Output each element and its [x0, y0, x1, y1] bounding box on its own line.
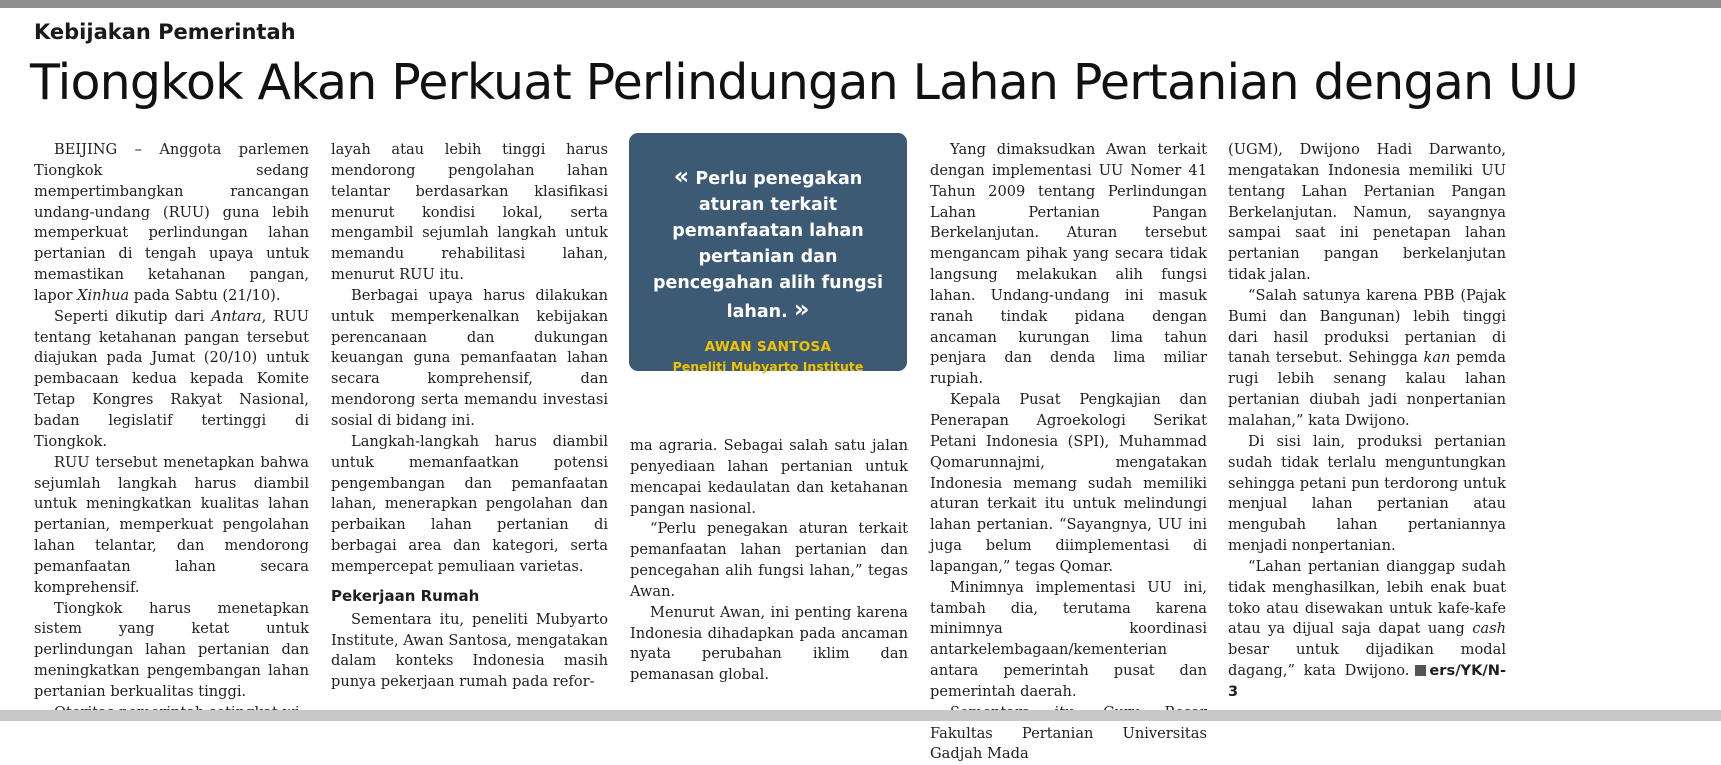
headline: Tiongkok Akan Perkuat Perlindungan Lahan Pertanian dengan UU — [30, 54, 1579, 111]
paragraph: “Lahan pertanian dianggap sudah tidak menghasilkan, lebih enak buat toko atau disewakan untuk kafe-kafe atau ya dijual saja dapat uang cash besar untuk dijadikan modal dagang,” kata Dwijono. ers/YK/N-3 — [1228, 557, 1507, 700]
pull-quote-name: AWAN SANTOSA — [704, 339, 832, 355]
open-quote-icon: « — [673, 162, 690, 190]
paragraph: ma agraria. Sebagai salah satu jalan penyediaan lahan pertanian untuk mencapai kedaulatan dan ketahanan pangan nasional. — [630, 437, 908, 517]
section-kicker: Kebijakan Pemerintah — [34, 20, 296, 44]
paragraph: Langkah-langkah harus diambil untuk memanfaatkan potensi pengembangan dan pemanfaatan lahan, menerapkan pengolahan dan perbaikan lahan pertanian di berbagai area dan kategori, serta mempercepat pemuliaan varietas. — [331, 432, 608, 575]
byline-signature: ers/YK/N-3 — [1228, 662, 1506, 700]
column-1 — [34, 140, 309, 724]
paragraph: “Perlu penegakan aturan terkait pemanfaatan lahan pertanian dan pencegahan alih fungsi lahan,” tegas Awan. — [630, 520, 908, 600]
paragraph: Minimnya implementasi UU ini, tambah dia, terutama karena minimnya koordinasi antarkelembagaan/kementerian antara pemerintah pusat dan pemerintah daerah. — [930, 578, 1207, 700]
column-5 — [1228, 140, 1506, 703]
paragraph: Kepala Pusat Pengkajian dan Penerapan Agroekologi Serikat Petani Indonesia (SPI), Muhammad Qomarunnajmi, mengatakan Indonesia memang sudah memiliki aturan terkait itu untuk melindungi lahan pertanian. “Sayangnya, UU ini juga belum diimplementasi di lapangan,” tegas Qomar. — [930, 391, 1207, 575]
paragraph: BEIJING – Anggota parlemen Tiongkok sedang mempertimbangkan rancangan undang-undang (RUU) guna lebih memperkuat perlindungan lahan pertanian di tengah upaya untuk memastikan ketahanan pangan, lapor Xinhua pada Sabtu (21/10). — [34, 141, 309, 304]
paragraph: “Salah satunya karena PBB (Pajak Bumi dan Bangunan) lebih tinggi dari hasil produksi pertanian di tanah tersebut. Sehingga kan pemda rugi lebih senang kalau lahan pertanian diubah jadi nonpertanian malahan,” kata Dwijono. — [1228, 286, 1507, 429]
end-mark-icon — [1415, 665, 1426, 676]
paragraph: Berbagai upaya harus dilakukan untuk memperkenalkan kebijakan perencanaan dan dukungan keuangan guna pemanfaatan lahan secara komprehensif, dan mendorong serta memandu investasi sosial di bidang ini. — [331, 286, 608, 429]
subhead: Pekerjaan Rumah — [331, 586, 480, 605]
bottom-rule — [0, 710, 1721, 721]
column-3 — [630, 436, 908, 686]
column-4 — [930, 140, 1207, 765]
top-rule — [0, 0, 1721, 8]
close-quote-icon: » — [793, 295, 810, 323]
column-2 — [331, 140, 608, 693]
pull-quote-text: « Perlu penegakan aturan terkait pemanfaatan lahan pertanian dan pencegahan alih fungsi lahan. » — [652, 162, 884, 323]
paragraph: RUU tersebut menetapkan bahwa sejumlah langkah harus diambil untuk meningkatkan kualitas lahan pertanian, memperkuat pengolahan lahan telantar, dan mendorong pemanfaatan lahan secara komprehensif. — [34, 453, 309, 596]
paragraph: Menurut Awan, ini penting karena Indonesia dihadapkan pada ancaman nyata perubahan iklim dan pemanasan global. — [630, 603, 908, 684]
paragraph: Di sisi lain, produksi pertanian sudah tidak terlalu menguntungkan sehingga petani pun terdorong untuk menjual lahan pertanian atau mengubah lahan pertaniannya menjadi nonpertanian. — [1228, 432, 1506, 555]
paragraph: layah atau lebih tinggi harus mendorong pengolahan lahan telantar berdasarkan klasifikasi menurut kondisi lokal, serta mengambil sejumlah langkah untuk memandu rehabilitasi lahan, menurut RUU itu. — [331, 141, 608, 284]
paragraph: Fakultas Pertanian Universitas Gadjah Mada — [930, 724, 1207, 763]
pull-quote-role: Peneliti Mubyarto Institute — [672, 359, 864, 374]
paragraph: Yang dimaksudkan Awan terkait dengan implementasi UU Nomer 41 Tahun 2009 tentang Perlindungan Lahan Pertanian Pangan Berkelanjutan. Aturan tersebut mengancam pihak yang secara tidak langsung melakukan alih fungsi lahan. Undang-undang ini masuk ranah tindak pidana dengan ancaman kurungan lima tahun penjara dan denda lima miliar rupiah. — [930, 141, 1207, 388]
paragraph: Sementara itu, peneliti Mubyarto Institute, Awan Santosa, mengatakan dalam konteks Indonesia masih punya pekerjaan rumah pada refor- — [331, 610, 608, 691]
paragraph: Seperti dikutip dari Antara, RUU tentang ketahanan pangan tersebut diajukan pada Jumat (20/10) untuk pembacaan kedua kepada Komite Tetap Kongres Rakyat Nasional, badan legislatif tertinggi di Tiongkok. — [34, 307, 309, 450]
paragraph: Tiongkok harus menetapkan sistem yang ketat untuk perlindungan lahan pertanian dan meningkatkan pengembangan lahan pertanian berkualitas tinggi. — [34, 599, 309, 700]
pull-quote — [629, 133, 907, 374]
paragraph: (UGM), Dwijono Hadi Darwanto, mengatakan Indonesia memiliki UU tentang Lahan Pertanian Pangan Berkelanjutan. Namun, sayangnya sampai saat ini penetapan lahan pertanian pangan berkelanjutan tidak jalan. — [1228, 141, 1506, 284]
